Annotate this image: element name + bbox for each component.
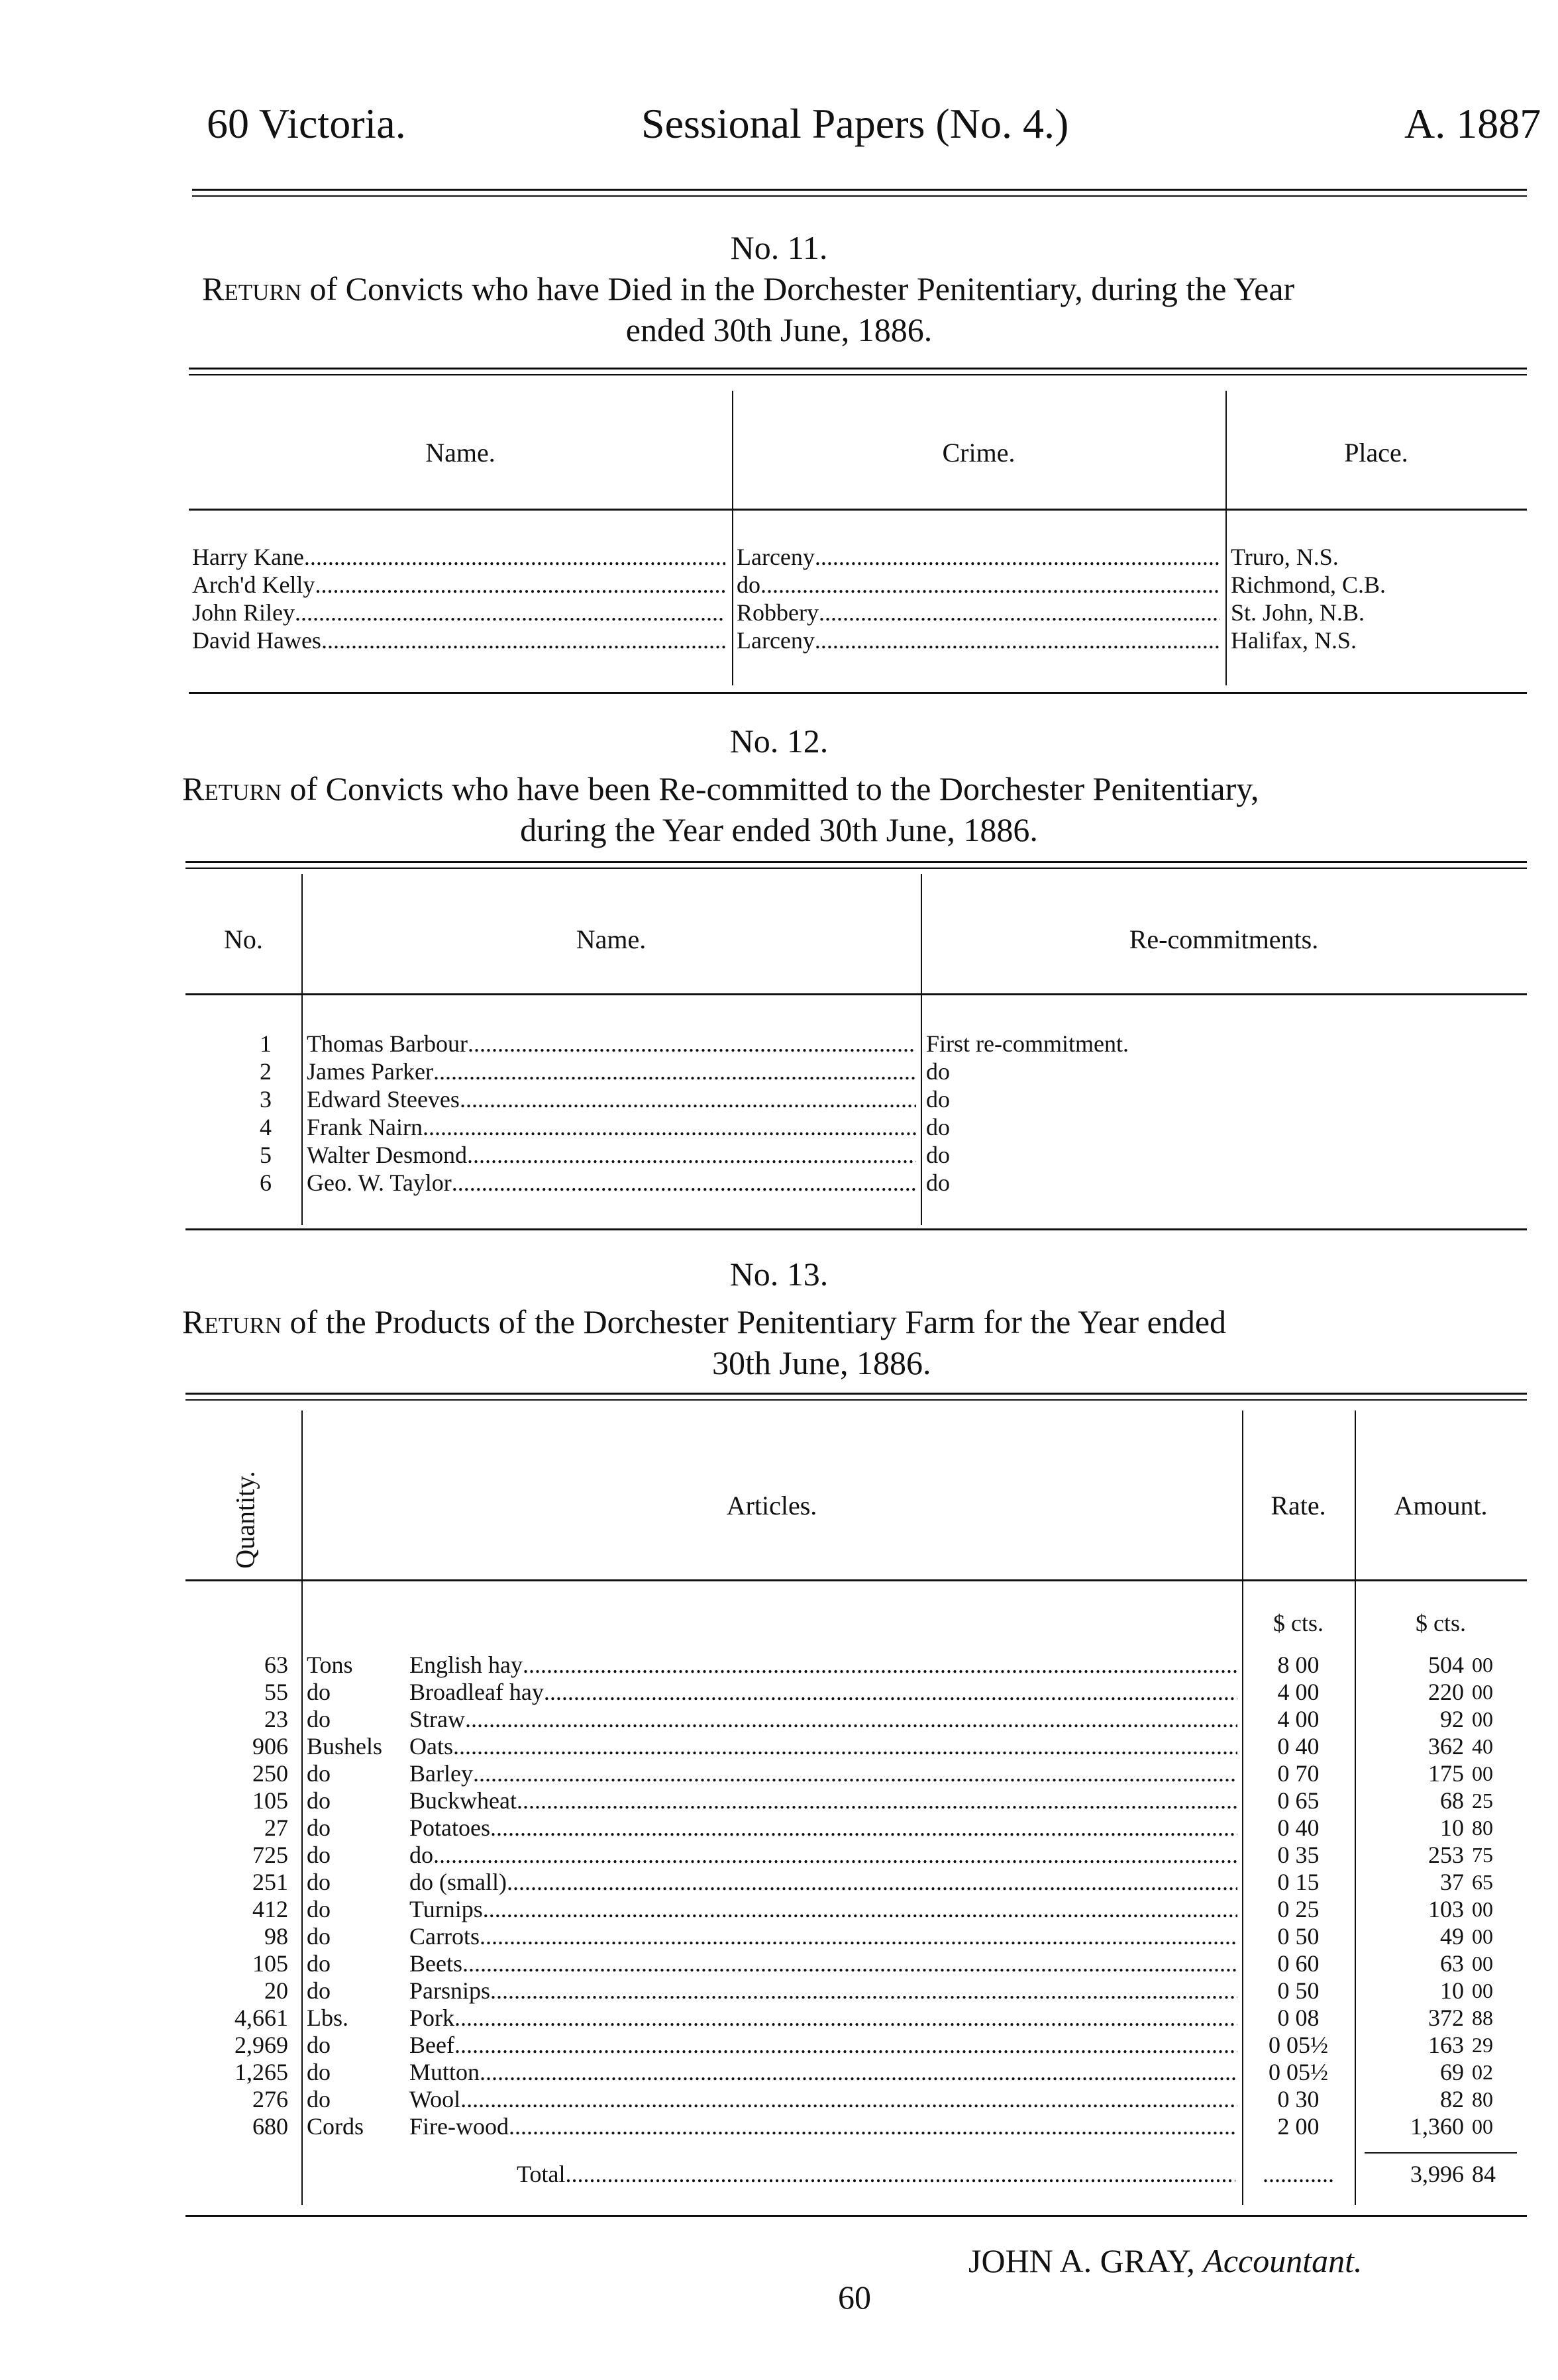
t11-row-place: Halifax, N.S. <box>1231 627 1357 654</box>
t13-row-article-leader <box>490 1814 1237 1842</box>
t13-row-article <box>409 1814 1237 1842</box>
t13-row-unit: do <box>307 1814 331 1841</box>
t13-row-qty: 105 <box>252 1950 288 1977</box>
t11-col-crime: Crime. <box>942 438 1015 468</box>
t13-row-rate: 4 00 <box>1277 1679 1320 1705</box>
t13-row-amount-cents: 00 <box>1472 1924 1493 1948</box>
t13-row-article <box>409 1787 1237 1814</box>
t13-row-amount-cents: 00 <box>1472 2114 1493 2138</box>
t13-row-amount-dollars: 63 <box>1440 1950 1464 1977</box>
t13-row-rate: 4 00 <box>1277 1706 1320 1732</box>
t13-row-article <box>409 2112 1237 2140</box>
t11-row-name-text: Arch'd Kelly <box>192 571 315 598</box>
t12-row-name-leader <box>468 1030 916 1058</box>
t13-row-rate: 0 05½ <box>1269 2032 1328 2058</box>
t13-row-qty: 906 <box>252 1733 288 1760</box>
t12-row-name-text: Walter Desmond <box>307 1142 468 1168</box>
t11-row-crime <box>737 599 1220 626</box>
t13-row-rate: 0 15 <box>1277 1869 1320 1895</box>
t13-title <box>182 1301 1226 1342</box>
t13-row-amount-dollars: 163 <box>1428 2032 1464 2058</box>
t13-title-lead: Return <box>182 1303 282 1340</box>
t13-row-qty: 276 <box>252 2086 288 2112</box>
t11-row-place: St. John, N.B. <box>1231 599 1365 626</box>
t13-row-article <box>409 1732 1237 1760</box>
t13-row-qty: 55 <box>264 1679 288 1705</box>
t11-row-name-leader <box>321 626 725 654</box>
t11-row-name-leader <box>304 543 725 571</box>
t12-row-name-text: Frank Nairn <box>307 1114 423 1140</box>
t11-title-line2: ended 30th June, 1886. <box>625 311 933 348</box>
t13-row-amount-dollars: 10 <box>1440 1977 1464 2004</box>
t13-title-line2: 30th June, 1886. <box>712 1344 931 1381</box>
t11-row-crime-text: do <box>737 571 760 598</box>
header-rule <box>192 189 1527 191</box>
t13-row-article-text: Broadleaf hay <box>409 1679 544 1705</box>
t13-row-rate: 8 00 <box>1277 1652 1320 1678</box>
t13-col-qty-wrap <box>199 1444 291 1596</box>
t12-top-rule <box>185 861 1527 863</box>
t11-row-crime-leader <box>819 599 1220 626</box>
t13-row-unit: do <box>307 1842 331 1868</box>
t13-row-amount-dollars: 37 <box>1440 1869 1464 1895</box>
t13-row-article-leader <box>480 1922 1237 1950</box>
header-left: 60 Victoria. <box>207 100 406 147</box>
t12-row-recom: do <box>926 1058 950 1085</box>
t13-row-article-text: Beef <box>409 2032 454 2058</box>
t13-row-article-leader <box>483 1895 1237 1923</box>
t13-row-unit: Bushels <box>307 1733 383 1760</box>
t13-row-rate: 0 08 <box>1277 2005 1320 2031</box>
t11-row-name-text: Harry Kane <box>192 544 304 570</box>
t13-row-article <box>409 1950 1237 1977</box>
t11-row-name <box>192 599 725 626</box>
t13-col-rate: Rate. <box>1271 1491 1326 1520</box>
t12-row-no: 5 <box>260 1142 272 1168</box>
t13-row-article-leader <box>523 1651 1237 1679</box>
t13-top-rule-2 <box>185 1399 1527 1401</box>
t13-row-qty: 23 <box>264 1706 288 1732</box>
t11-title <box>202 268 1294 309</box>
t12-row-name-text: Geo. W. Taylor <box>307 1169 452 1196</box>
t13-row-amount-cents: 00 <box>1472 1979 1493 2003</box>
t13-col-amount: Amount. <box>1394 1491 1488 1520</box>
t13-row-qty: 20 <box>264 1977 288 2004</box>
t13-row-article-text: do (small) <box>409 1869 507 1895</box>
t12-row-recom: do <box>926 1114 950 1140</box>
t13-number: No. 13. <box>729 1256 829 1293</box>
t13-row-article-leader <box>507 1868 1237 1896</box>
t13-top-rule <box>185 1393 1527 1395</box>
t11-top-rule-2 <box>189 374 1527 375</box>
t13-row-article <box>409 2031 1237 2059</box>
t13-row-article <box>409 1868 1237 1896</box>
t13-row-amount-cents: 00 <box>1472 1897 1493 1921</box>
t13-row-amount-cents: 88 <box>1472 2006 1493 2030</box>
t13-unit-rate: $ cts. <box>1273 1610 1324 1636</box>
t12-row-name <box>307 1141 916 1169</box>
t13-row-unit: do <box>307 1923 331 1950</box>
t13-row-amount-dollars: 220 <box>1428 1679 1464 1705</box>
t11-row-crime <box>737 543 1220 571</box>
t12-title <box>182 768 1259 809</box>
t13-row-article-leader <box>433 1841 1237 1869</box>
t13-row-article-text: Barley <box>409 1760 473 1787</box>
t13-row-amount-cents: 00 <box>1472 1952 1493 1975</box>
t13-row-amount-cents: 02 <box>1472 2060 1493 2084</box>
t13-row-unit: do <box>307 2059 331 2085</box>
t13-row-rate: 0 70 <box>1277 1760 1320 1787</box>
t13-row-unit: Lbs. <box>307 2005 348 2031</box>
t13-row-article <box>409 1841 1237 1869</box>
t12-row-name-leader <box>452 1169 916 1197</box>
t13-row-article-leader <box>462 1950 1237 1977</box>
t12-row-no: 3 <box>260 1086 272 1113</box>
t13-title-line1: of the Products of the Dorchester Penitentiary Farm for the Year ended <box>289 1303 1227 1340</box>
t13-header-rule <box>185 1579 1527 1581</box>
t13-total-leader <box>565 2160 1235 2188</box>
t13-row-article-text: Mutton <box>409 2059 480 2085</box>
t13-total-cents: 84 <box>1472 2161 1496 2187</box>
t13-row-unit: do <box>307 1679 331 1705</box>
t13-row-amount-dollars: 362 <box>1428 1733 1464 1760</box>
t13-row-article-leader <box>490 1977 1237 2005</box>
t12-row-name-leader <box>467 1141 916 1169</box>
t13-row-article <box>409 1977 1237 2005</box>
t13-row-amount-dollars: 504 <box>1428 1652 1464 1678</box>
t12-row-name <box>307 1030 916 1058</box>
t13-row-article-text: Oats <box>409 1733 453 1760</box>
t12-top-rule-2 <box>185 868 1527 869</box>
t11-bottom-rule <box>189 692 1527 694</box>
t13-row-rate: 0 40 <box>1277 1814 1320 1841</box>
t13-row-article <box>409 2085 1237 2113</box>
t13-row-unit: Cords <box>307 2113 364 2140</box>
t12-row-name <box>307 1085 916 1113</box>
t13-divider-1 <box>301 1411 303 2205</box>
t13-row-qty: 1,265 <box>234 2059 288 2085</box>
t13-row-qty: 2,969 <box>234 2032 288 2058</box>
t11-title-line1: of Convicts who have Died in the Dorchester Penitentiary, during the Year <box>309 270 1295 307</box>
t13-row-amount-dollars: 10 <box>1440 1814 1464 1841</box>
t13-total-label: Total <box>517 2161 566 2187</box>
t13-row-article-leader <box>454 2031 1237 2059</box>
t11-row-name <box>192 571 725 599</box>
header-rule-2 <box>192 195 1527 197</box>
header-right: A. 1887 <box>1404 100 1541 147</box>
t13-row-amount-dollars: 103 <box>1428 1896 1464 1922</box>
t12-col-no: No. <box>224 924 263 954</box>
t13-row-rate: 0 25 <box>1277 1896 1320 1922</box>
t13-row-unit: do <box>307 1787 331 1814</box>
t13-row-unit: do <box>307 1896 331 1922</box>
t11-divider-1 <box>732 391 733 685</box>
t13-divider-2 <box>1242 1411 1243 2205</box>
t11-row-name-text: John Riley <box>192 599 295 626</box>
t11-row-name-leader <box>295 599 725 626</box>
t13-row-unit: do <box>307 2032 331 2058</box>
t13-row-amount-cents: 00 <box>1472 1707 1493 1731</box>
t11-row-name-text: David Hawes <box>192 627 321 654</box>
t13-row-article-leader <box>465 1705 1237 1733</box>
t13-row-rate: 0 65 <box>1277 1787 1320 1814</box>
t13-row-article <box>409 1678 1237 1706</box>
t11-row-name <box>192 543 725 571</box>
header-center: Sessional Papers (No. 4.) <box>641 100 1069 147</box>
t13-row-unit: do <box>307 1869 331 1895</box>
t13-row-article-leader <box>517 1787 1237 1814</box>
t13-row-article-text: Pork <box>409 2005 455 2031</box>
t11-row-crime-leader <box>815 626 1220 654</box>
t13-row-rate: 0 50 <box>1277 1977 1320 2004</box>
t11-row-crime-text: Larceny <box>737 544 815 570</box>
t11-row-crime-leader <box>815 543 1220 571</box>
t13-row-article-text: Buckwheat <box>409 1787 517 1814</box>
t13-row-article-leader <box>473 1760 1237 1787</box>
t13-row-article-text: English hay <box>409 1652 523 1678</box>
t11-number: No. 11. <box>730 229 828 266</box>
t12-bottom-rule <box>185 1228 1527 1230</box>
t12-row-recom: do <box>926 1169 950 1196</box>
t13-row-qty: 251 <box>252 1869 288 1895</box>
t12-row-name <box>307 1113 916 1141</box>
t13-row-article-leader <box>454 2004 1237 2032</box>
t13-row-qty: 105 <box>252 1787 288 1814</box>
signature <box>968 2242 1363 2280</box>
t13-row-amount-dollars: 69 <box>1440 2059 1464 2085</box>
t13-row-amount-cents: 00 <box>1472 1761 1493 1785</box>
t11-divider-2 <box>1225 391 1227 685</box>
t13-row-article <box>409 1705 1237 1733</box>
t12-col-name: Name. <box>576 924 647 954</box>
t11-row-crime <box>737 571 1220 599</box>
t12-row-recom: do <box>926 1142 950 1168</box>
t13-row-article-text: Parsnips <box>409 1977 491 2004</box>
t13-row-amount-dollars: 1,360 <box>1410 2113 1464 2140</box>
t11-row-name <box>192 626 725 654</box>
t11-row-crime-leader <box>760 571 1220 599</box>
t12-row-recom: First re-commitment. <box>926 1030 1129 1057</box>
t12-title-lead: Return <box>182 770 282 807</box>
t13-row-rate: 0 30 <box>1277 2086 1320 2112</box>
t13-row-amount-cents: 80 <box>1472 2087 1493 2111</box>
t13-row-amount-cents: 29 <box>1472 2033 1493 2057</box>
t11-row-crime <box>737 626 1220 654</box>
t11-row-place: Richmond, C.B. <box>1231 571 1386 598</box>
t13-row-amount-cents: 00 <box>1472 1680 1493 1704</box>
t11-col-place: Place. <box>1344 438 1408 468</box>
t13-row-article <box>409 2004 1237 2032</box>
t13-total-dollars: 3,996 <box>1410 2161 1464 2187</box>
t13-row-article-leader <box>480 2058 1237 2086</box>
t13-row-rate: 0 40 <box>1277 1733 1320 1760</box>
t13-col-articles: Articles. <box>726 1491 817 1520</box>
t12-row-name-leader <box>433 1058 916 1085</box>
t13-row-qty: 680 <box>252 2113 288 2140</box>
t12-row-name-text: Thomas Barbour <box>307 1030 468 1057</box>
t13-total-rule <box>1365 2152 1517 2154</box>
t13-row-rate: 0 35 <box>1277 1842 1320 1868</box>
t12-row-name-text: James Parker <box>307 1058 433 1085</box>
t13-col-qty: Quantity. <box>230 1471 260 1569</box>
t13-row-amount-dollars: 372 <box>1428 2005 1464 2031</box>
t13-row-amount-cents: 40 <box>1472 1734 1493 1758</box>
t13-row-article <box>409 1760 1237 1787</box>
t12-col-recom: Re-commitments. <box>1129 924 1319 954</box>
t13-row-article-text: Straw <box>409 1706 465 1732</box>
t13-row-unit: Tons <box>307 1652 353 1678</box>
t13-row-qty: 98 <box>264 1923 288 1950</box>
t13-row-article-leader <box>460 2085 1237 2113</box>
t13-bottom-rule <box>185 2215 1527 2217</box>
t11-row-place: Truro, N.S. <box>1231 544 1339 570</box>
t13-row-unit: do <box>307 2086 331 2112</box>
t12-row-recom: do <box>926 1086 950 1113</box>
t12-row-no: 1 <box>260 1030 272 1057</box>
t11-title-lead: Return <box>202 270 302 307</box>
t13-total-rate: ............ <box>1263 2161 1334 2187</box>
t13-row-amount-cents: 00 <box>1472 1653 1493 1677</box>
page-number: 60 <box>838 2279 871 2316</box>
t11-col-name: Name. <box>425 438 495 468</box>
t13-row-amount-dollars: 49 <box>1440 1923 1464 1950</box>
t13-row-article <box>409 1895 1237 1923</box>
t13-row-amount-cents: 80 <box>1472 1816 1493 1840</box>
t13-row-article <box>409 2058 1237 2086</box>
t13-unit-amount: $ cts. <box>1416 1610 1466 1636</box>
t13-row-article-text: do <box>409 1842 433 1868</box>
t13-row-unit: do <box>307 1977 331 2004</box>
t13-row-qty: 725 <box>252 1842 288 1868</box>
t13-row-amount-cents: 75 <box>1472 1843 1493 1867</box>
t12-row-name <box>307 1058 916 1085</box>
t13-row-qty: 63 <box>264 1652 288 1678</box>
signer-title: Accountant. <box>1203 2242 1363 2279</box>
t13-row-qty: 4,661 <box>234 2005 288 2031</box>
t13-row-qty: 27 <box>264 1814 288 1841</box>
t12-row-no: 2 <box>260 1058 272 1085</box>
t13-row-article <box>409 1651 1237 1679</box>
t13-row-amount-dollars: 92 <box>1440 1706 1464 1732</box>
t13-row-unit: do <box>307 1760 331 1787</box>
t13-row-amount-dollars: 68 <box>1440 1787 1464 1814</box>
t13-total-row <box>517 2160 1235 2188</box>
t13-row-article-text: Potatoes <box>409 1814 490 1841</box>
t13-row-qty: 250 <box>252 1760 288 1787</box>
t13-row-article-text: Beets <box>409 1950 462 1977</box>
t12-row-no: 4 <box>260 1114 272 1140</box>
t13-row-article-leader <box>544 1678 1237 1706</box>
t12-number: No. 12. <box>729 722 829 760</box>
t13-row-amount-cents: 65 <box>1472 1870 1493 1894</box>
t13-row-unit: do <box>307 1950 331 1977</box>
t12-header-rule <box>185 993 1527 995</box>
t13-row-rate: 0 60 <box>1277 1950 1320 1977</box>
t13-row-article-text: Wool <box>409 2086 461 2112</box>
t12-title-line1: of Convicts who have been Re-committed to the Dorchester Penitentiary, <box>289 770 1259 807</box>
t12-row-no: 6 <box>260 1169 272 1196</box>
signer-name: JOHN A. GRAY, <box>968 2242 1195 2279</box>
t12-row-name-leader <box>460 1085 916 1113</box>
t13-row-article-leader <box>509 2112 1237 2140</box>
t13-row-rate: 0 50 <box>1277 1923 1320 1950</box>
t13-row-article-leader <box>453 1732 1237 1760</box>
t13-row-amount-dollars: 253 <box>1428 1842 1464 1868</box>
t13-row-article-text: Fire-wood <box>409 2113 509 2140</box>
t11-row-name-leader <box>315 571 725 599</box>
t12-row-name-leader <box>423 1113 916 1141</box>
t11-row-crime-text: Robbery <box>737 599 819 626</box>
t13-row-amount-dollars: 175 <box>1428 1760 1464 1787</box>
t13-row-qty: 412 <box>252 1896 288 1922</box>
t12-title-line2: during the Year ended 30th June, 1886. <box>520 811 1038 848</box>
t13-row-amount-dollars: 82 <box>1440 2086 1464 2112</box>
t11-top-rule <box>189 368 1527 370</box>
t12-row-name <box>307 1169 916 1197</box>
t13-row-rate: 2 00 <box>1277 2113 1320 2140</box>
t13-row-unit: do <box>307 1706 331 1732</box>
t12-row-name-text: Edward Steeves <box>307 1086 460 1113</box>
t13-row-article-text: Carrots <box>409 1923 480 1950</box>
t13-row-article-text: Turnips <box>409 1896 483 1922</box>
t11-header-rule <box>189 509 1527 511</box>
t11-row-crime-text: Larceny <box>737 627 815 654</box>
t13-row-rate: 0 05½ <box>1269 2059 1328 2085</box>
t13-row-amount-cents: 25 <box>1472 1789 1493 1812</box>
t13-row-article <box>409 1922 1237 1950</box>
